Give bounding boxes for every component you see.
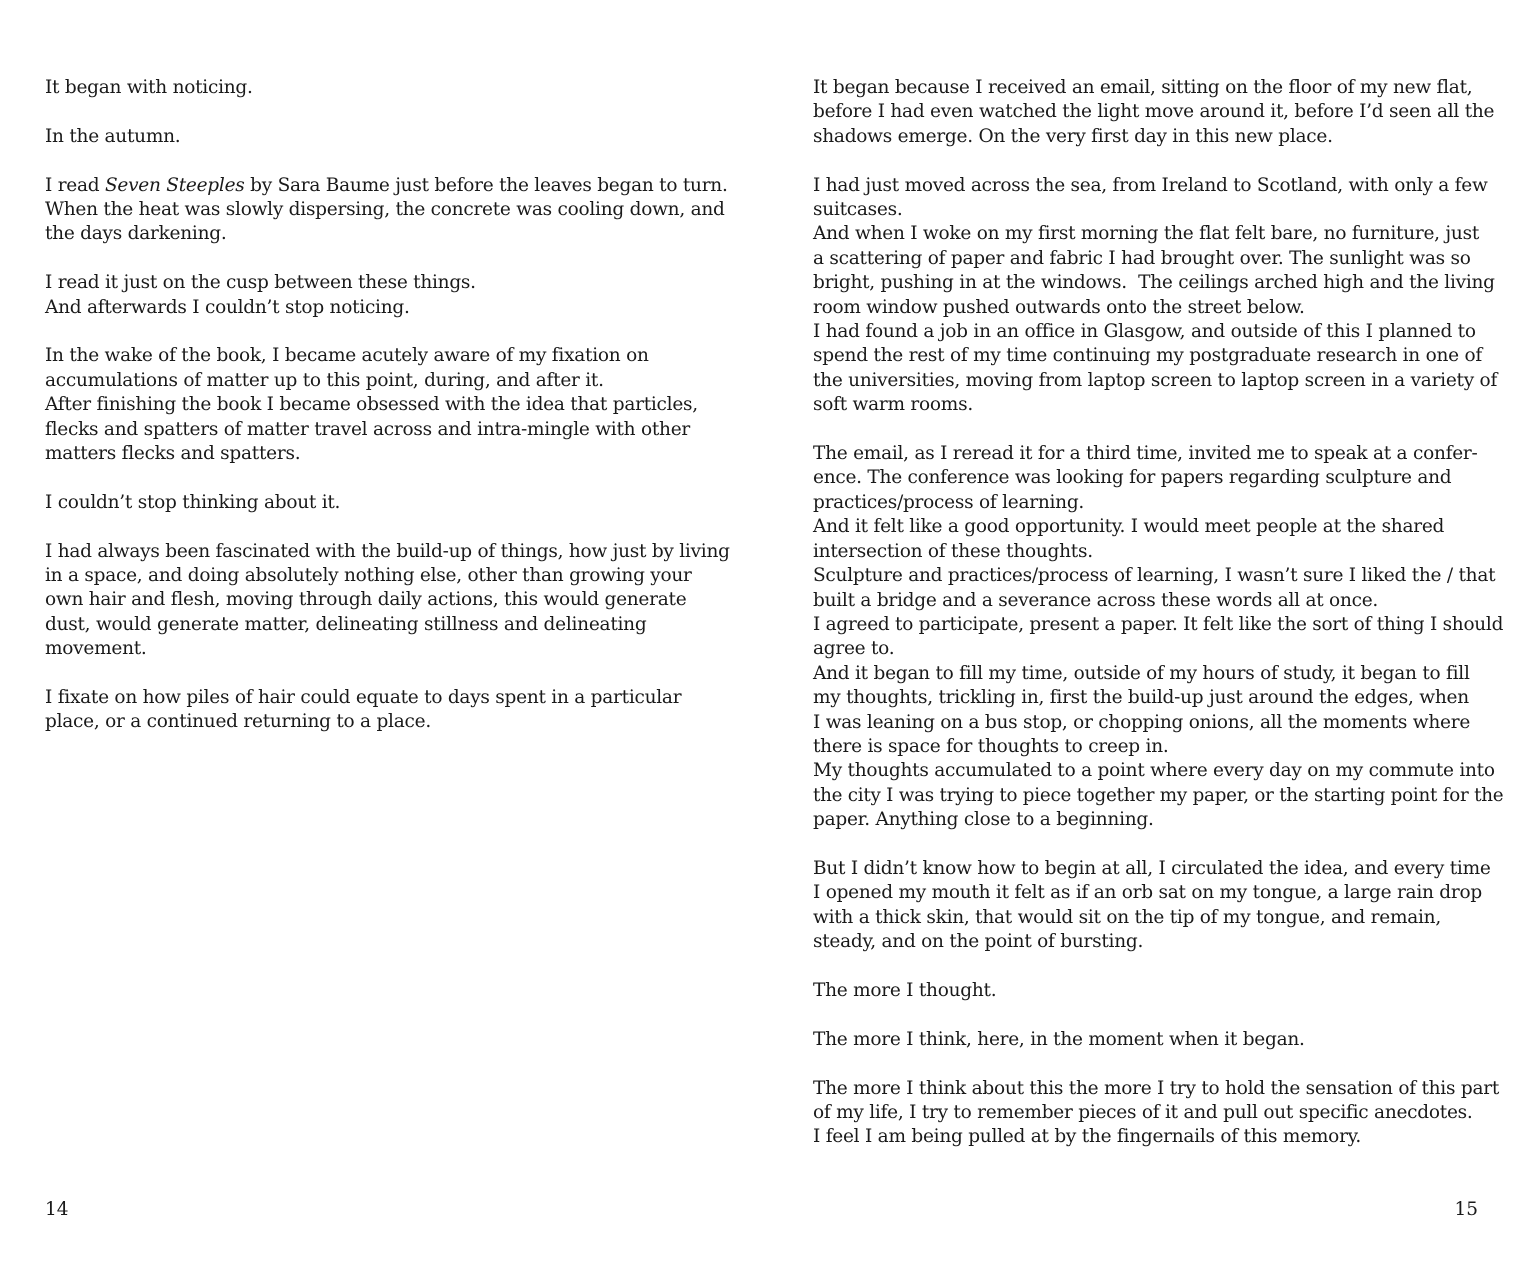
text-line: dust, would generate matter, delineating stillness and delineating [45,613,647,635]
text-line: with a thick skin, that would sit on the tip of my tongue, and remain, [813,906,1441,928]
text-line: bright, pushing in at the windows. The ceilings arched high and the living [813,272,1495,294]
paragraph [813,1028,1503,1052]
text-line: The more I think, here, in the moment when it began. [813,1028,1305,1050]
text-line: And afterwards I couldn’t stop noticing. [45,296,410,318]
text-line: soft warm rooms. [813,394,973,416]
text-line: I had found a job in an office in Glasgow, and outside of this I planned to [813,321,1476,343]
text-line: of my life, I try to remember pieces of it and pull out specific anecdotes. [813,1101,1473,1123]
text-line: I agreed to participate, present a paper. It felt like the sort of thing I should [813,613,1504,635]
text-line: a scattering of paper and fabric I had brought over. The sunlight was so [813,247,1471,269]
paragraph [45,344,735,466]
book-title: Seven Steeples [104,174,245,196]
text-line: place, or a continued returning to a place. [45,711,431,733]
text-line: my thoughts, trickling in, first the build-up just around the edges, when [813,687,1469,709]
paragraph [813,442,1503,833]
text-line: spend the rest of my time continuing my postgraduate research in one of [813,345,1482,367]
text-line: I couldn’t stop thinking about it. [45,491,341,513]
text-line: movement. [45,638,147,660]
text-line: paper. Anything close to a beginning. [813,809,1154,831]
text-line: agree to. [813,638,895,660]
paragraph [813,857,1503,955]
paragraph [45,174,735,247]
text-line: I was leaning on a bus stop, or chopping onions, all the moments where [813,711,1471,733]
text-line: Sculpture and practices/process of learning, I wasn’t sure I liked the / that [813,565,1496,587]
paragraph [45,491,735,515]
text-line: ence. The conference was looking for papers regarding sculpture and [813,467,1452,489]
right-page-text [813,76,1503,1174]
text-line: suitcases. [813,199,903,221]
text-line: steady, and on the point of bursting. [813,931,1144,953]
text-line: flecks and spatters of matter travel across and intra-mingle with other [45,418,690,440]
text-line: I opened my mouth it felt as if an orb sat on my tongue, a large rain drop [813,882,1482,904]
text-line: The more I thought. [813,979,997,1001]
text-line: room window pushed outwards onto the street below. [813,296,1305,318]
left-page-text [45,76,735,759]
text-line: And it began to fill my time, outside of my hours of study, it began to fill [813,662,1470,684]
paragraph [45,125,735,149]
text-line: I fixate on how piles of hair could equate to days spent in a particular [45,687,682,709]
text-line: the days darkening. [45,223,227,245]
text-line: When the heat was slowly dispersing, the concrete was cooling down, and [45,199,725,220]
text-line: The email, as I reread it for a third time, invited me to speak at a confer- [813,443,1478,465]
paragraph [45,686,735,735]
text-line: the universities, moving from laptop screen to laptop screen in a variety of [813,369,1498,391]
text-line: the city I was trying to piece together my paper, or the starting point for the [813,784,1504,806]
text-line: shadows emerge. On the very first day in this new place. [813,125,1333,147]
text-line: before I had even watched the light move around it, before I’d seen all the [813,101,1495,123]
text-line: In the autumn. [45,125,181,147]
text-line [45,174,735,198]
text-segment: I read [45,174,105,196]
text-line: After finishing the book I became obsessed with the idea that particles, [45,394,698,416]
paragraph [45,76,735,100]
text-line: I had always been fascinated with the build-up of things, how just by living [45,540,730,562]
text-line: built a bridge and a severance across these words all at once. [813,589,1379,611]
page-number: 15 [1454,1199,1478,1220]
paragraph [813,1077,1503,1150]
text-line: accumulations of matter up to this point, during, and after it. [45,369,604,391]
right-page [768,0,1536,1280]
text-line: own hair and flesh, moving through daily actions, this would generate [45,589,687,611]
text-line: I feel I am being pulled at by the fingernails of this memory. [813,1126,1362,1148]
text-line: matters flecks and spatters. [45,443,301,465]
page-number: 14 [45,1199,69,1220]
paragraph [813,979,1503,1003]
text-line: I read it just on the cusp between these things. [45,272,476,294]
paragraph [45,540,735,662]
text-line: In the wake of the book, I became acutely aware of my fixation on [45,345,649,367]
text-line: I had just moved across the sea, from Ireland to Scotland, with only a few [813,174,1488,196]
text-line: But I didn’t know how to begin at all, I circulated the idea, and every time [813,857,1491,879]
text-line: And when I woke on my first morning the flat felt bare, no furniture, just [813,223,1479,245]
text-line: in a space, and doing absolutely nothing else, other than growing your [45,565,692,587]
text-line: My thoughts accumulated to a point where every day on my commute into [813,760,1495,782]
text-line: The more I think about this the more I try to hold the sensation of this part [813,1077,1499,1099]
text-line: practices/process of learning. [813,491,1085,513]
text-line: It began because I received an email, sitting on the floor of my new flat, [813,77,1473,98]
text-line: And it felt like a good opportunity. I would meet people at the shared [813,516,1445,538]
paragraph [813,174,1503,418]
text-segment: by Sara Baume just before the leaves began to turn. [244,174,728,196]
paragraph [813,76,1503,149]
text-line: intersection of these thoughts. [813,540,1093,562]
text-line: there is space for thoughts to creep in. [813,735,1169,757]
paragraph [45,271,735,320]
text-line: It began with noticing. [45,77,253,98]
